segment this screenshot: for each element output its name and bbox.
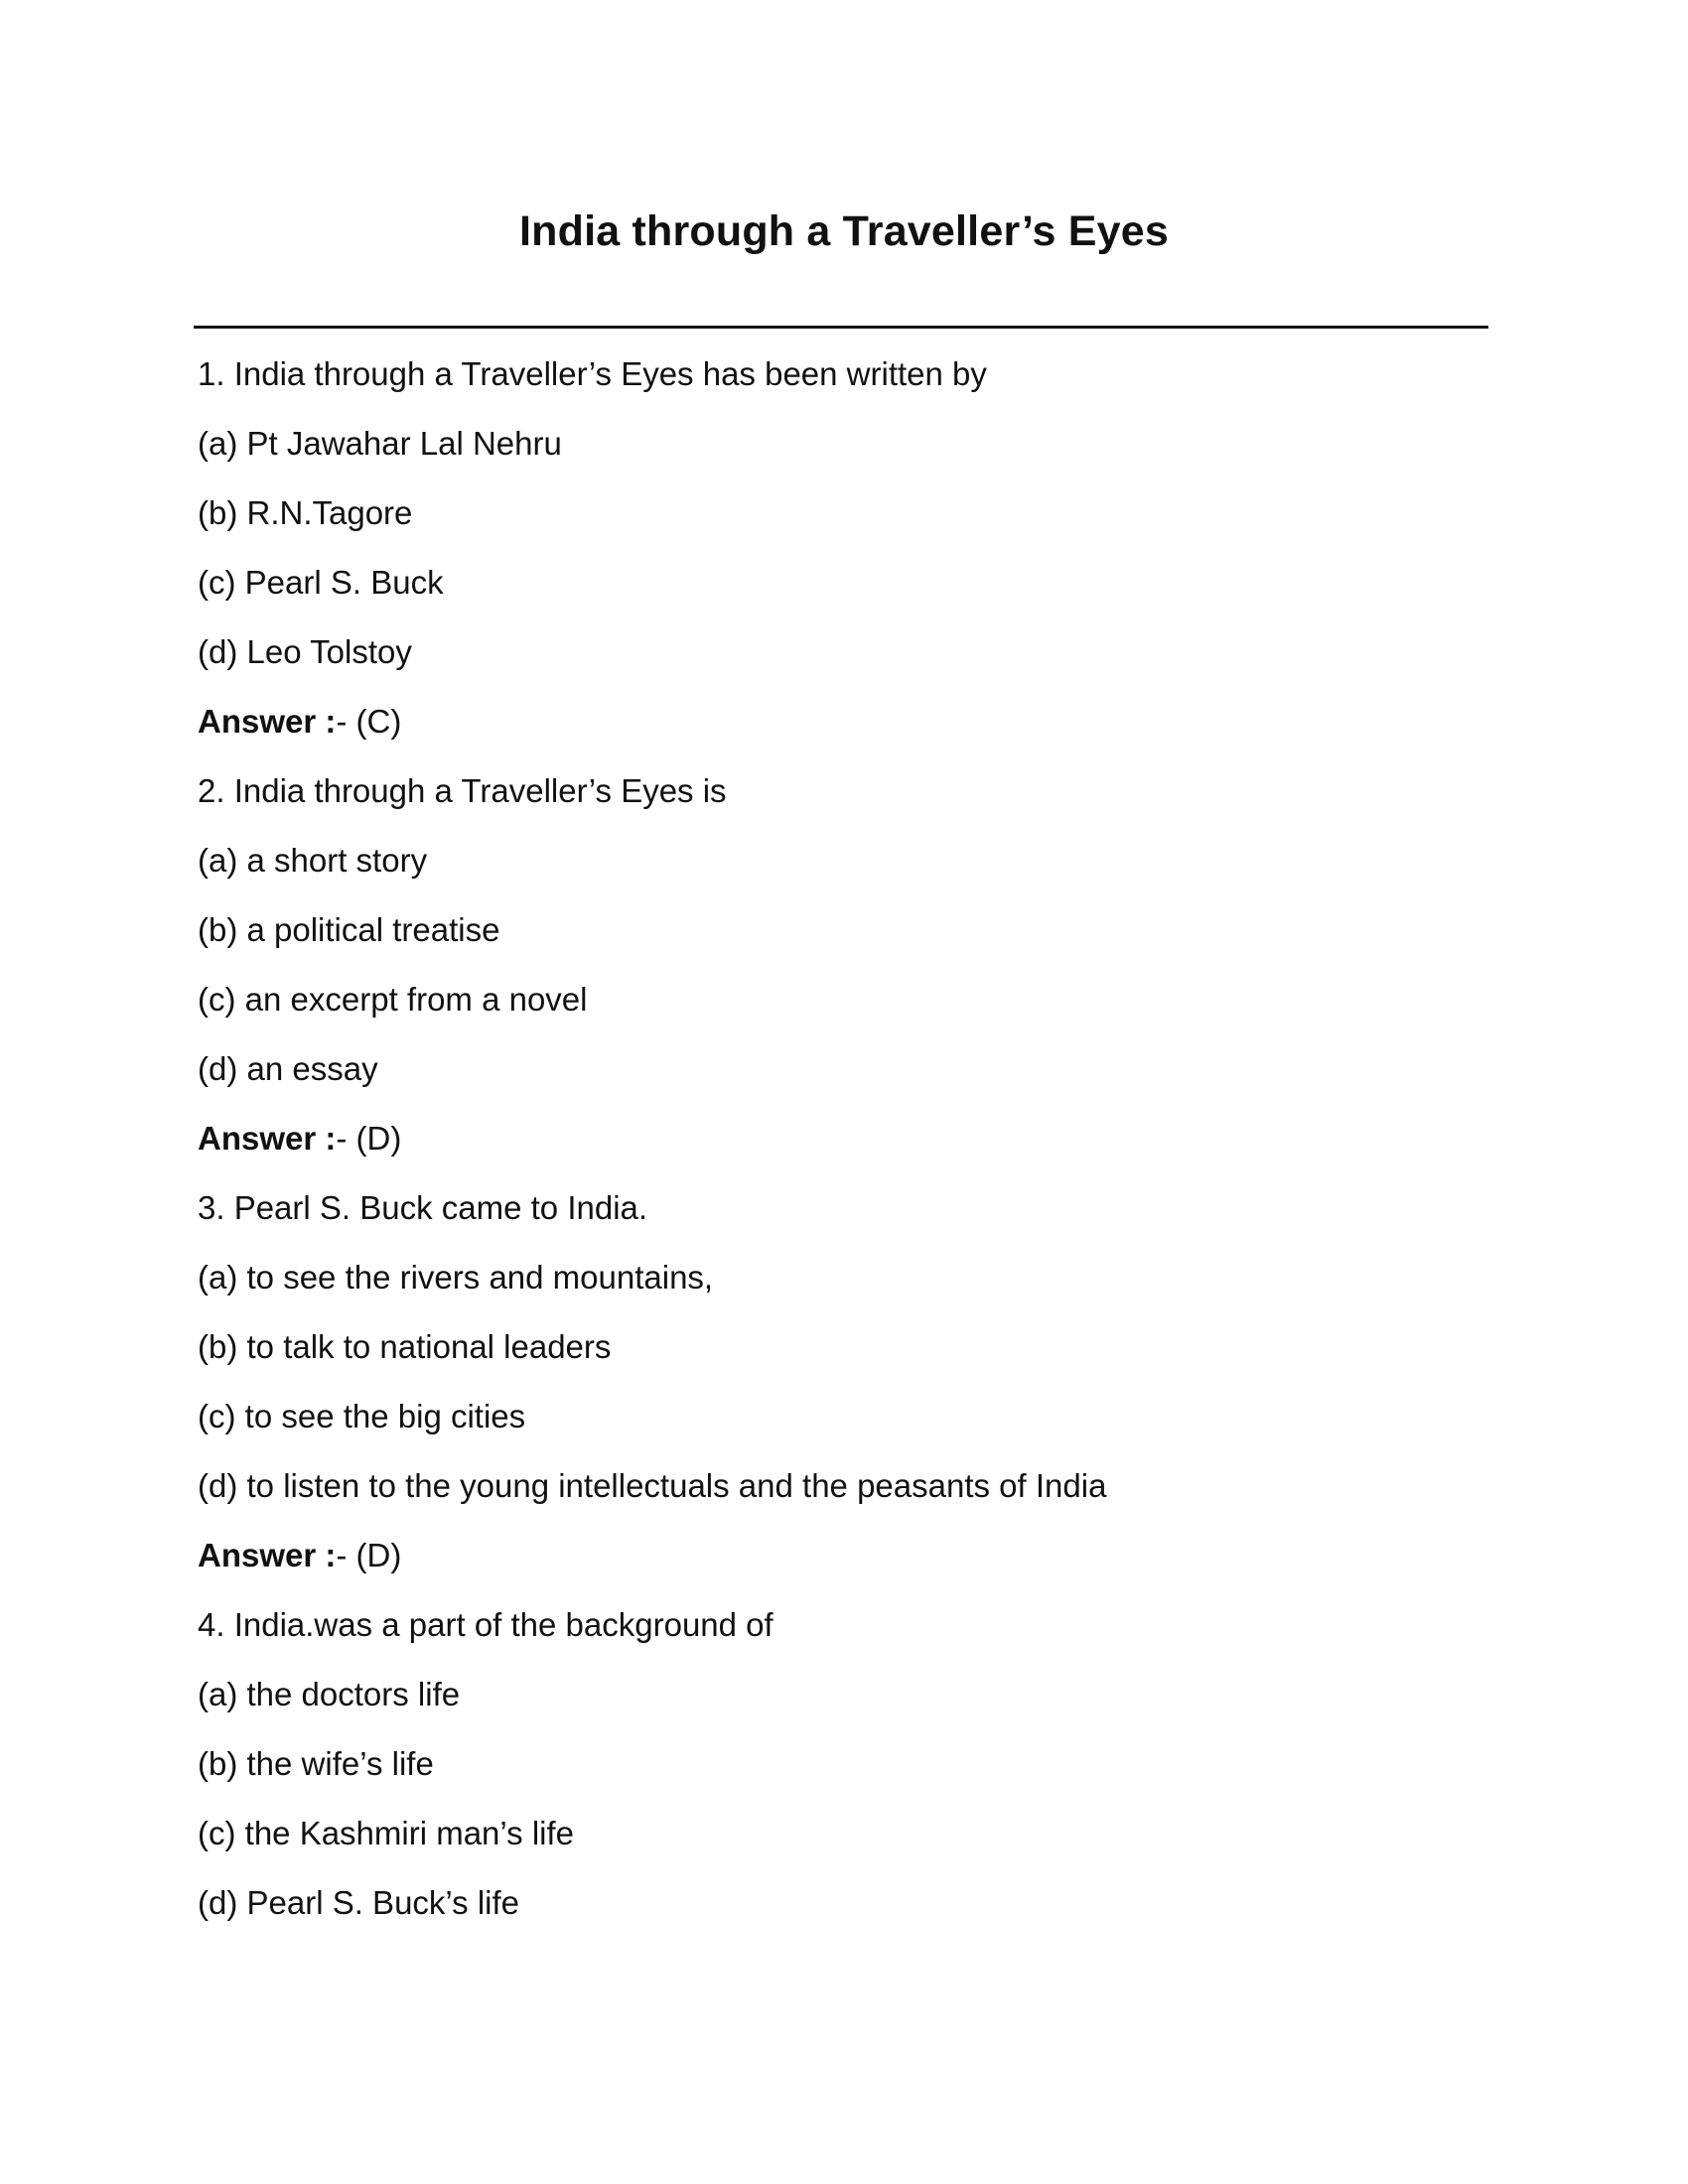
option-item: (b) R.N.Tagore [198,494,413,531]
question-list [198,349,1488,1948]
answer-separator: - [336,703,356,740]
title-divider [194,326,1488,329]
option-item: (c) Pearl S. Buck [198,564,444,601]
question-text: 2. India through a Traveller’s Eyes is [198,772,727,809]
question-text: 1. India through a Traveller’s Eyes has been written by [198,355,987,392]
answer-line [198,1114,1488,1183]
option-item: (b) the wife’s life [198,1745,434,1782]
option-item: (c) the Kashmiri man’s life [198,1815,575,1851]
option-item: (c) an excerpt from a novel [198,981,588,1018]
option-item: (d) Pearl S. Buck’s life [198,1884,520,1921]
answer-separator: - [336,1537,356,1573]
option-item: (a) a short story [198,842,428,879]
answer-value: (D) [355,1537,402,1573]
answer-line [198,1531,1488,1600]
option-item: (b) to talk to national leaders [198,1328,612,1365]
option-item: (a) the doctors life [198,1676,461,1712]
answer-value: (C) [355,703,402,740]
option-item: (d) Leo Tolstoy [198,633,412,670]
answer-label: Answer : [198,1537,337,1573]
question-text: 3. Pearl S. Buck came to India. [198,1189,648,1226]
option-item: (a) to see the rivers and mountains, [198,1259,714,1296]
answer-line [198,697,1488,766]
answer-separator: - [336,1120,356,1157]
option-item: (d) an essay [198,1050,378,1087]
answer-label: Answer : [198,703,337,740]
option-item: (d) to listen to the young intellectuals and the peasants of India [198,1467,1107,1504]
page-title: India through a Traveller’s Eyes [518,207,1170,255]
answer-label: Answer : [198,1120,337,1157]
option-item: (c) to see the big cities [198,1398,526,1434]
option-item: (b) a political treatise [198,911,500,948]
option-item: (a) Pt Jawahar Lal Nehru [198,425,562,462]
answer-value: (D) [355,1120,402,1157]
question-text: 4. India.was a part of the background of [198,1606,774,1643]
